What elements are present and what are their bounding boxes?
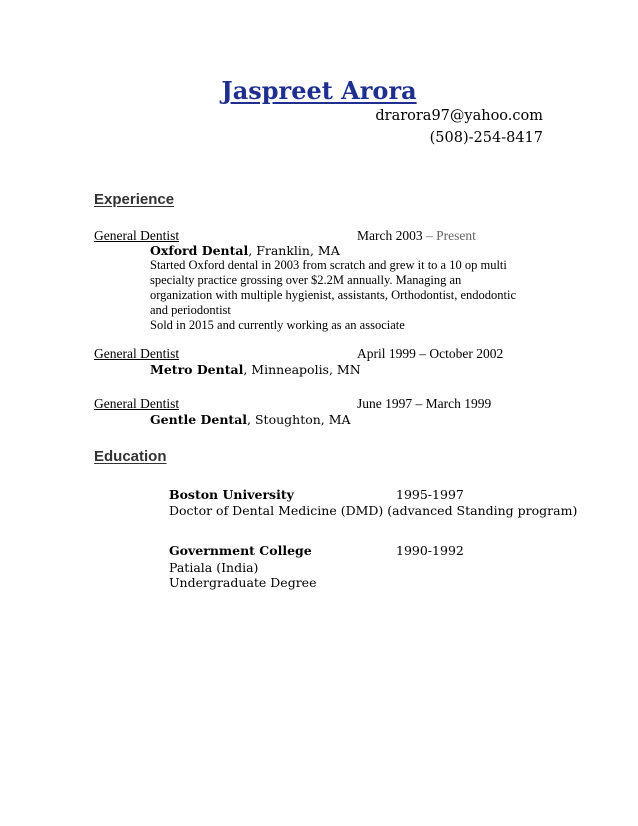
school-years: 1990-1992 (396, 543, 464, 558)
email-address: drarora97@yahoo.com (375, 108, 543, 124)
school-name: Boston University (169, 487, 294, 502)
job-description-line: Sold in 2015 and currently working as an associate (150, 318, 405, 332)
job-title: General Dentist (94, 228, 180, 243)
job-date-separator: – (422, 228, 437, 243)
school-name: Government College (169, 543, 312, 558)
job-dates: June 1997 – March 1999 (357, 396, 492, 411)
phone-number: (508)-254-8417 (429, 130, 543, 146)
job-description-line: and periodontist (150, 303, 231, 317)
employer-location: , Stoughton, MA (247, 412, 351, 427)
job-employer (150, 243, 340, 258)
employer-location: , Franklin, MA (248, 243, 340, 258)
job-description-line: specialty practice grossing over $2.2M annually. Managing an (150, 273, 462, 287)
job-title: General Dentist (94, 346, 180, 361)
school-detail: Patiala (India) (169, 560, 259, 575)
job-dates: April 1999 – October 2002 (357, 346, 504, 361)
applicant-name: Jaspreet Arora (221, 76, 417, 105)
job-title: General Dentist (94, 396, 180, 411)
employer-location: , Minneapolis, MN (243, 362, 361, 377)
employer-name: Metro Dental (150, 362, 244, 377)
job-description-line: Started Oxford dental in 2003 from scratch and grew it to a 10 op multi (150, 258, 507, 272)
school-detail: Doctor of Dental Medicine (DMD) (advanced Standing program) (169, 503, 578, 518)
job-description-line: organization with multiple hygienist, assistants, Orthodontist, endodontic (150, 288, 517, 302)
school-detail: Undergraduate Degree (169, 575, 317, 590)
job-dates (357, 228, 476, 244)
job-employer (150, 362, 361, 377)
job-employer (150, 412, 351, 427)
job-date-start: March 2003 (357, 228, 423, 243)
employer-name: Gentle Dental (150, 412, 248, 427)
experience-heading: Experience (94, 191, 175, 208)
job-date-end: Present (436, 228, 476, 243)
education-heading: Education (94, 448, 167, 465)
school-years: 1995-1997 (396, 487, 464, 502)
employer-name: Oxford Dental (150, 243, 249, 258)
